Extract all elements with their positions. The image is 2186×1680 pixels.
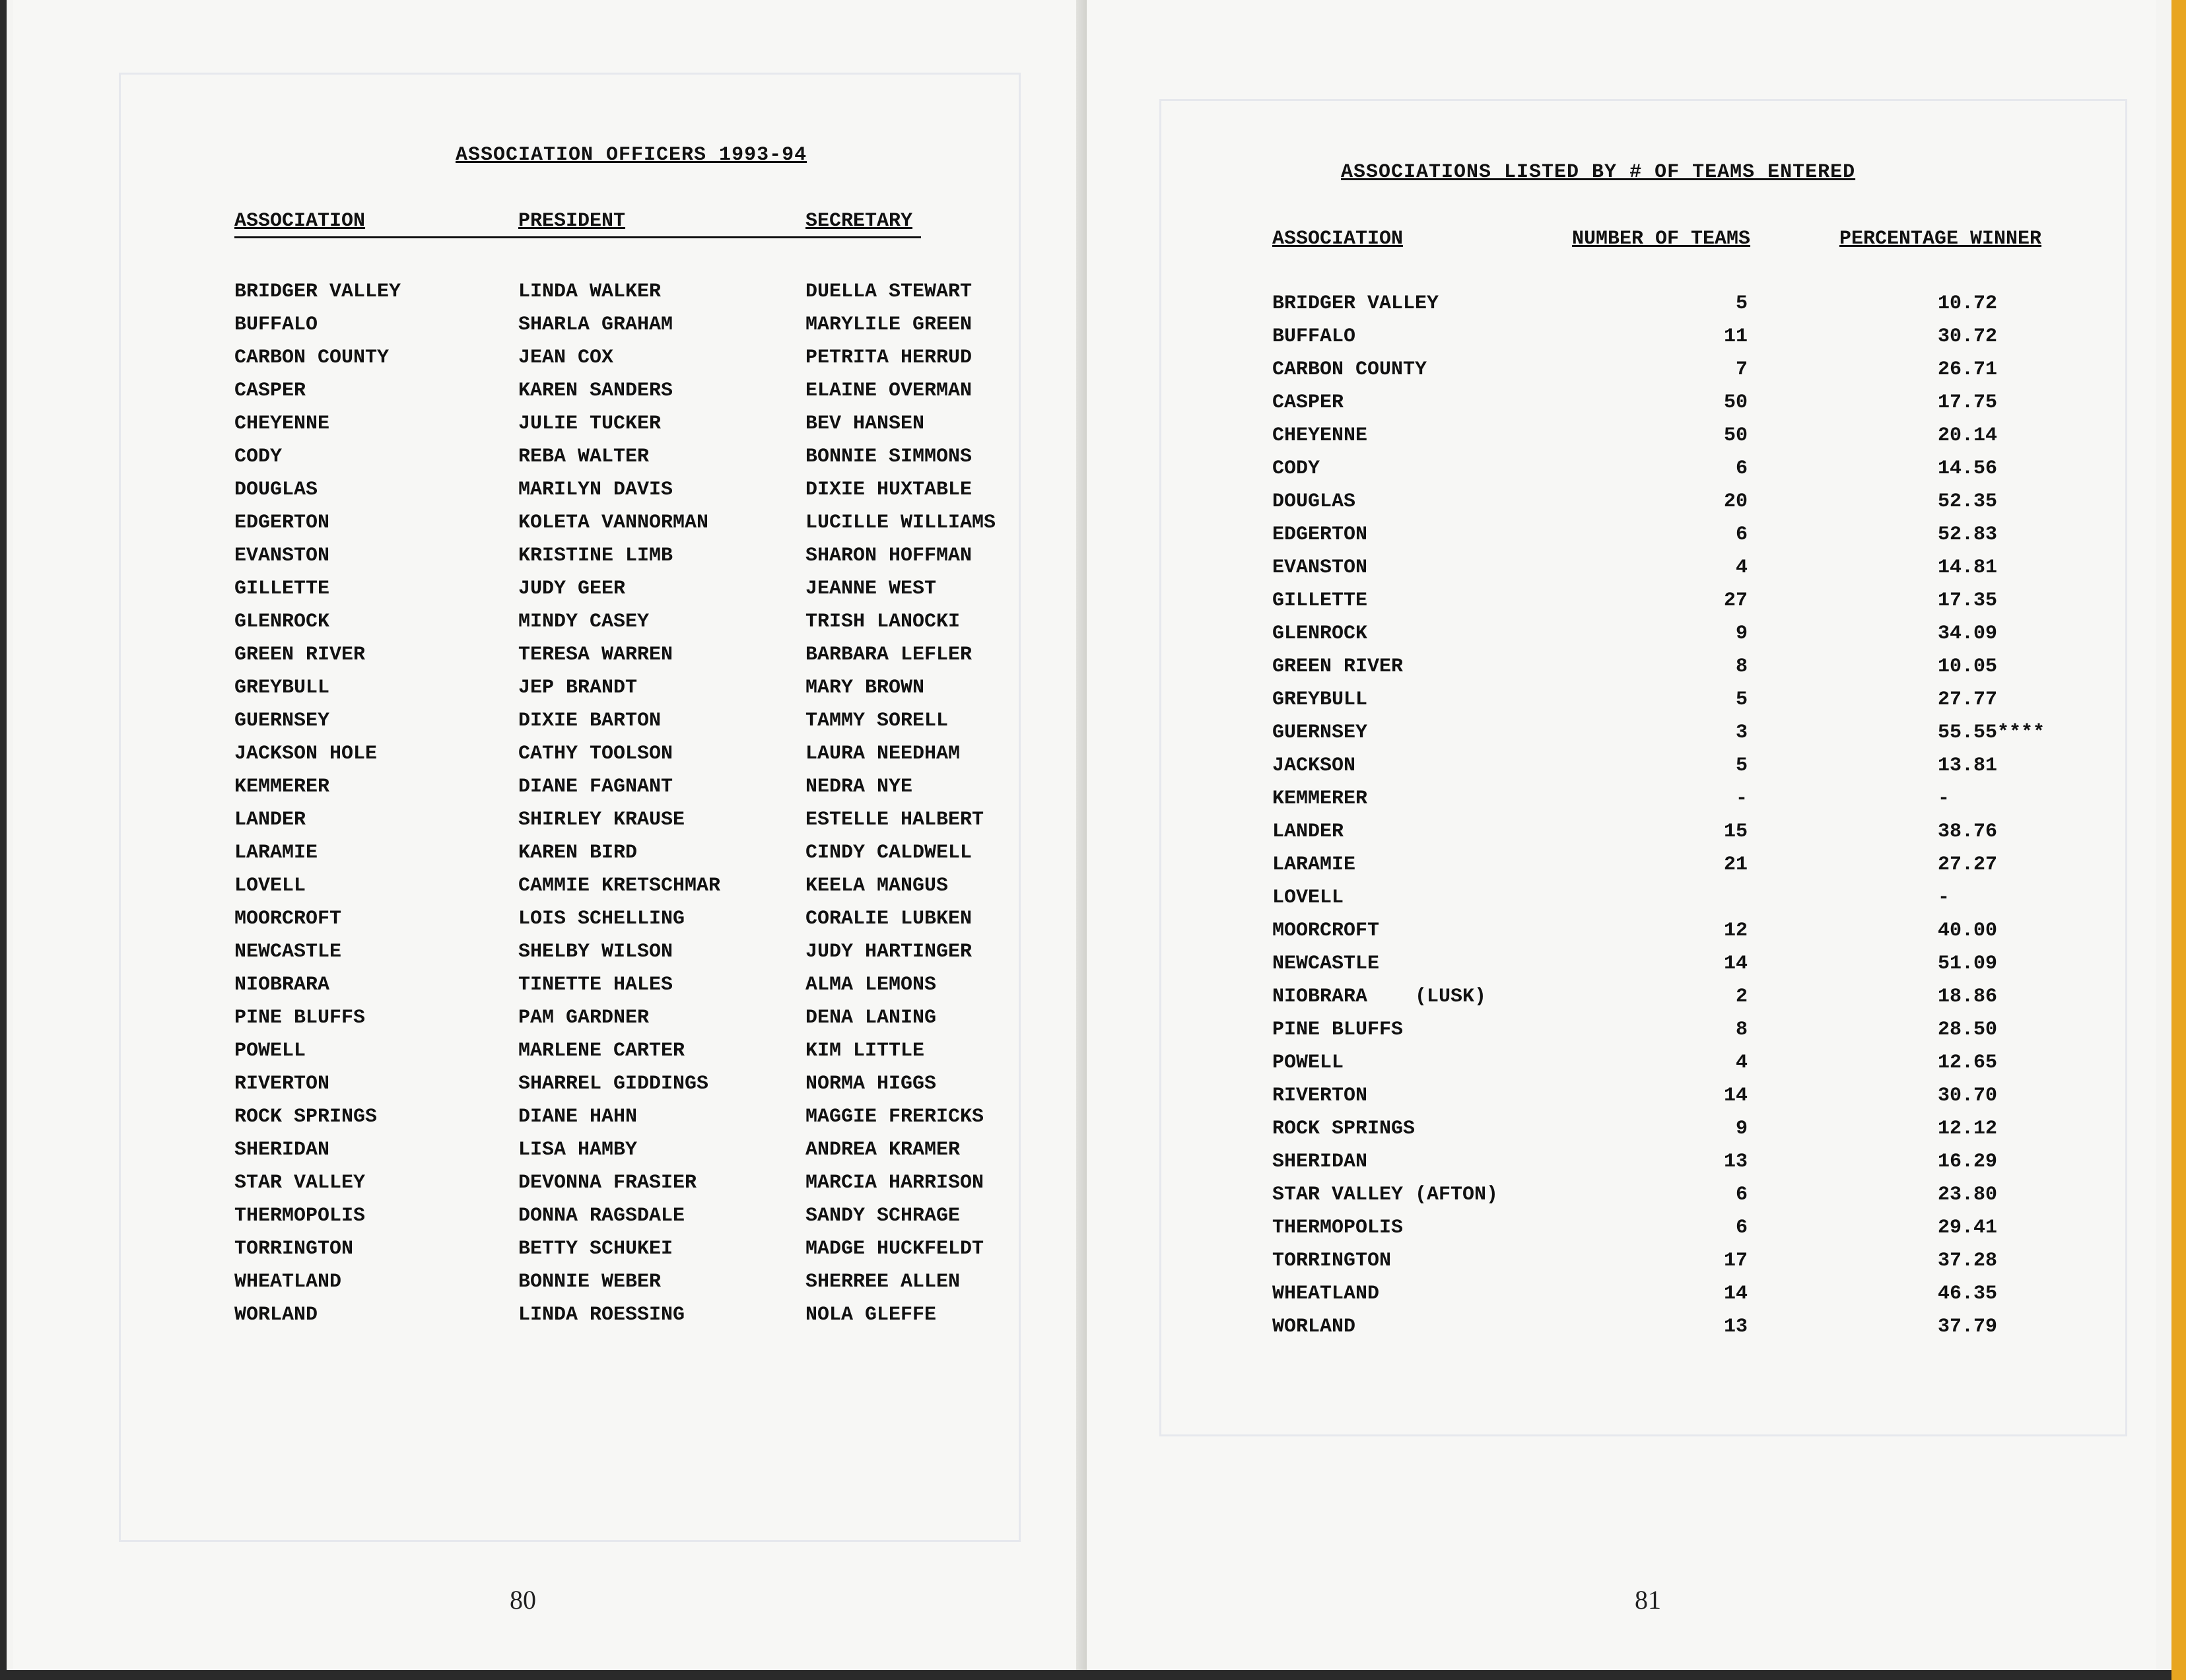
table-row (234, 407, 1027, 440)
col-header-president: PRESIDENT (518, 210, 626, 232)
row-team-count: 8 (1735, 1019, 1748, 1041)
row-association: LOVELL (234, 875, 306, 897)
table-row (1272, 320, 2131, 353)
row-percentage: 23.80 (1938, 1184, 1998, 1206)
row-percentage: 30.70 (1938, 1085, 1998, 1107)
row-secretary: CINDY CALDWELL (805, 842, 973, 864)
row-secretary: SHARON HOFFMAN (805, 545, 973, 567)
table-row (1272, 1211, 2131, 1244)
table-row (234, 704, 1027, 737)
row-association: KEMMERER (1272, 788, 1368, 810)
row-association: JACKSON (1272, 755, 1356, 777)
row-secretary: NEDRA NYE (805, 776, 913, 798)
table-row (1272, 287, 2131, 320)
row-secretary: LUCILLE WILLIAMS (805, 512, 996, 534)
row-team-count: 2 (1735, 986, 1748, 1008)
col-header-number-of-teams: NUMBER OF TEAMS (1572, 228, 1751, 250)
row-secretary: PETRITA HERRUD (805, 347, 973, 369)
table-row (1272, 650, 2131, 683)
row-association: EDGERTON (234, 512, 330, 534)
row-secretary: BEV HANSEN (805, 413, 925, 435)
row-association: GLENROCK (1272, 622, 1368, 645)
col-header-association: ASSOCIATION (1272, 228, 1404, 250)
teams-title: ASSOCIATIONS LISTED BY # OF TEAMS ENTERED (1341, 161, 1856, 184)
table-row (234, 968, 1027, 1001)
row-percentage: 37.79 (1938, 1316, 1998, 1338)
row-association: RIVERTON (1272, 1085, 1368, 1107)
table-row (234, 1034, 1027, 1067)
row-secretary: TAMMY SORELL (805, 710, 949, 732)
row-president: KAREN BIRD (518, 842, 638, 864)
row-association: NEWCASTLE (1272, 953, 1380, 975)
row-secretary: ELAINE OVERMAN (805, 380, 973, 402)
row-association: GREEN RIVER (1272, 655, 1404, 678)
row-association: CHEYENNE (234, 413, 330, 435)
row-team-count: 3 (1735, 722, 1748, 744)
row-team-count: 4 (1735, 556, 1748, 579)
row-percentage: 38.76 (1938, 821, 1998, 843)
row-secretary: MARCIA HARRISON (805, 1172, 984, 1194)
book-spread (7, 0, 2179, 1670)
row-association: NEWCASTLE (234, 941, 342, 963)
row-association: POWELL (1272, 1052, 1344, 1074)
table-row (1272, 1046, 2131, 1079)
table-row (1272, 980, 2131, 1013)
table-row (234, 836, 1027, 869)
table-row (234, 1133, 1027, 1166)
row-secretary: MAGGIE FRERICKS (805, 1106, 984, 1128)
row-team-count: 17 (1723, 1250, 1748, 1272)
row-secretary: ESTELLE HALBERT (805, 809, 984, 831)
row-team-count: 20 (1723, 490, 1748, 513)
row-percentage: 16.29 (1938, 1151, 1998, 1173)
row-team-count: 8 (1735, 655, 1748, 678)
row-president: JEP BRANDT (518, 677, 638, 699)
row-president: BETTY SCHUKEI (518, 1238, 673, 1260)
table-row (234, 1100, 1027, 1133)
row-president: DIANE FAGNANT (518, 776, 673, 798)
row-association: MOORCROFT (234, 908, 342, 930)
table-row (234, 605, 1027, 638)
row-association: GLENROCK (234, 611, 330, 633)
table-row (1272, 1013, 2131, 1046)
row-president: TINETTE HALES (518, 974, 673, 996)
row-team-count: 5 (1735, 689, 1748, 711)
table-row (234, 1067, 1027, 1100)
table-row (234, 803, 1027, 836)
row-team-count: 14 (1723, 953, 1748, 975)
row-percentage: 30.72 (1938, 325, 1998, 348)
row-president: KRISTINE LIMB (518, 545, 673, 567)
page-number: 80 (510, 1585, 536, 1615)
table-row (1272, 947, 2131, 980)
row-percentage: 46.35 (1938, 1283, 1998, 1305)
row-association: LARAMIE (234, 842, 318, 864)
table-row (234, 1199, 1027, 1232)
table-row (234, 341, 1027, 374)
table-row (1272, 1145, 2131, 1178)
col-header-percentage-winner: PERCENTAGE WINNER (1839, 228, 2042, 250)
table-row (1272, 485, 2131, 518)
table-row (1272, 452, 2131, 485)
row-association: TORRINGTON (234, 1238, 354, 1260)
row-secretary: DIXIE HUXTABLE (805, 479, 973, 501)
row-team-count: 7 (1735, 358, 1748, 381)
row-team-count: 50 (1723, 391, 1748, 414)
table-row (234, 275, 1027, 308)
row-association: NIOBRARA (LUSK) (1272, 986, 1487, 1008)
row-secretary: MARY BROWN (805, 677, 925, 699)
row-president: DEVONNA FRASIER (518, 1172, 697, 1194)
table-row (1272, 848, 2131, 881)
row-team-count: 6 (1735, 1184, 1748, 1206)
table-row (234, 440, 1027, 473)
row-association: RIVERTON (234, 1073, 330, 1095)
row-percentage: 14.56 (1938, 457, 1998, 480)
row-association: MOORCROFT (1272, 920, 1380, 942)
table-row (234, 374, 1027, 407)
row-president: DONNA RAGSDALE (518, 1205, 685, 1227)
table-row (234, 770, 1027, 803)
row-secretary: LAURA NEEDHAM (805, 743, 961, 765)
row-president: DIANE HAHN (518, 1106, 638, 1128)
row-president: SHIRLEY KRAUSE (518, 809, 685, 831)
row-percentage: 12.12 (1938, 1118, 1998, 1140)
col-header-secretary: SECRETARY (805, 210, 913, 232)
row-team-count: 4 (1735, 1052, 1748, 1074)
row-team-count: 6 (1735, 523, 1748, 546)
row-association: ROCK SPRINGS (234, 1106, 378, 1128)
row-association: LOVELL (1272, 887, 1344, 909)
row-secretary: DUELLA STEWART (805, 281, 973, 303)
table-row (234, 539, 1027, 572)
row-association: STAR VALLEY (234, 1172, 366, 1194)
row-association: CODY (234, 446, 283, 468)
row-secretary: MARYLILE GREEN (805, 314, 973, 336)
row-percentage: 27.27 (1938, 854, 1998, 876)
row-association: CARBON COUNTY (234, 347, 390, 369)
table-row (1272, 749, 2131, 782)
row-secretary: SHERREE ALLEN (805, 1271, 961, 1293)
left-page (13, 0, 1087, 1670)
row-association: GREEN RIVER (234, 644, 366, 666)
row-team-count: 6 (1735, 1217, 1748, 1239)
table-row (234, 1001, 1027, 1034)
row-secretary: ALMA LEMONS (805, 974, 937, 996)
row-association: CARBON COUNTY (1272, 358, 1427, 381)
row-secretary: JUDY HARTINGER (805, 941, 973, 963)
row-association: EVANSTON (1272, 556, 1368, 579)
table-row (1272, 419, 2131, 452)
row-percentage: 40.00 (1938, 920, 1998, 942)
table-row (1272, 1178, 2131, 1211)
row-secretary: MADGE HUCKFELDT (805, 1238, 984, 1260)
row-association: LANDER (1272, 821, 1344, 843)
row-percentage: 52.35 (1938, 490, 1998, 513)
row-secretary: DENA LANING (805, 1007, 937, 1029)
row-president: LISA HAMBY (518, 1139, 638, 1161)
row-president: TERESA WARREN (518, 644, 673, 666)
table-row (1272, 1112, 2131, 1145)
row-president: KAREN SANDERS (518, 380, 673, 402)
row-percentage: 55.55**** (1938, 722, 2045, 744)
row-percentage: 37.28 (1938, 1250, 1998, 1272)
row-team-count: 5 (1735, 292, 1748, 315)
row-secretary: KIM LITTLE (805, 1040, 925, 1062)
row-team-count: 9 (1735, 622, 1748, 645)
table-row (234, 1166, 1027, 1199)
row-president: KOLETA VANNORMAN (518, 512, 709, 534)
row-percentage: - (1938, 788, 1950, 810)
row-association: ROCK SPRINGS (1272, 1118, 1416, 1140)
row-president: PAM GARDNER (518, 1007, 650, 1029)
row-president: MARLENE CARTER (518, 1040, 685, 1062)
row-association: THERMOPOLIS (234, 1205, 366, 1227)
row-secretary: KEELA MANGUS (805, 875, 949, 897)
row-team-count: 6 (1735, 457, 1748, 480)
row-president: CATHY TOOLSON (518, 743, 673, 765)
row-association: JACKSON HOLE (234, 743, 378, 765)
table-row (234, 737, 1027, 770)
row-president: CAMMIE KRETSCHMAR (518, 875, 721, 897)
row-association: LARAMIE (1272, 854, 1356, 876)
row-percentage: 34.09 (1938, 622, 1998, 645)
officers-title: ASSOCIATION OFFICERS 1993-94 (456, 144, 807, 166)
row-president: REBA WALTER (518, 446, 650, 468)
row-association: PINE BLUFFS (234, 1007, 366, 1029)
row-team-count: 14 (1723, 1283, 1748, 1305)
row-association: THERMOPOLIS (1272, 1217, 1404, 1239)
row-secretary: TRISH LANOCKI (805, 611, 961, 633)
row-association: STAR VALLEY (AFTON) (1272, 1184, 1499, 1206)
row-team-count: 27 (1723, 589, 1748, 612)
row-association: GILLETTE (1272, 589, 1368, 612)
teams-table (1272, 287, 2131, 1343)
row-president: SHARLA GRAHAM (518, 314, 673, 336)
row-association: DOUGLAS (234, 479, 318, 501)
row-association: GUERNSEY (1272, 722, 1368, 744)
table-row (234, 671, 1027, 704)
row-percentage: 18.86 (1938, 986, 1998, 1008)
row-association: WORLAND (234, 1304, 318, 1326)
header-rule (234, 236, 921, 238)
row-secretary: SANDY SCHRAGE (805, 1205, 961, 1227)
row-percentage: 52.83 (1938, 523, 1998, 546)
row-percentage: 12.65 (1938, 1052, 1998, 1074)
row-percentage: 17.35 (1938, 589, 1998, 612)
col-header-association: ASSOCIATION (234, 210, 366, 232)
row-association: WHEATLAND (234, 1271, 342, 1293)
row-association: WHEATLAND (1272, 1283, 1380, 1305)
table-row (234, 506, 1027, 539)
table-row (1272, 914, 2131, 947)
table-row (1272, 1244, 2131, 1277)
table-row (1272, 386, 2131, 419)
row-team-count: - (1735, 788, 1748, 810)
row-president: MARILYN DAVIS (518, 479, 673, 501)
table-row (1272, 683, 2131, 716)
row-association: EDGERTON (1272, 523, 1368, 546)
row-team-count: 11 (1723, 325, 1748, 348)
row-president: SHELBY WILSON (518, 941, 673, 963)
page-edge (2171, 0, 2186, 1680)
row-president: BONNIE WEBER (518, 1271, 662, 1293)
row-percentage: 26.71 (1938, 358, 1998, 381)
row-secretary: BARBARA LEFLER (805, 644, 973, 666)
row-association: LANDER (234, 809, 306, 831)
row-president: JEAN COX (518, 347, 614, 369)
table-row (234, 473, 1027, 506)
table-row (234, 869, 1027, 902)
row-percentage: 27.77 (1938, 689, 1998, 711)
row-secretary: BONNIE SIMMONS (805, 446, 973, 468)
row-team-count: 13 (1723, 1316, 1748, 1338)
row-president: JUDY GEER (518, 578, 626, 600)
row-team-count: 5 (1735, 755, 1748, 777)
row-association: TORRINGTON (1272, 1250, 1392, 1272)
row-percentage: - (1938, 887, 1950, 909)
row-president: LOIS SCHELLING (518, 908, 685, 930)
row-secretary: ANDREA KRAMER (805, 1139, 961, 1161)
row-secretary: CORALIE LUBKEN (805, 908, 973, 930)
row-association: GREYBULL (1272, 689, 1368, 711)
row-association: CODY (1272, 457, 1320, 480)
row-association: SHERIDAN (1272, 1151, 1368, 1173)
row-president: LINDA ROESSING (518, 1304, 685, 1326)
table-row (1272, 881, 2131, 914)
row-percentage: 20.14 (1938, 424, 1998, 447)
row-team-count: 50 (1723, 424, 1748, 447)
row-association: GUERNSEY (234, 710, 330, 732)
table-row (1272, 353, 2131, 386)
table-row (1272, 1310, 2131, 1343)
row-association: BUFFALO (234, 314, 318, 336)
table-row (234, 902, 1027, 935)
table-row (234, 935, 1027, 968)
row-secretary: JEANNE WEST (805, 578, 937, 600)
row-president: JULIE TUCKER (518, 413, 662, 435)
table-row (234, 638, 1027, 671)
row-percentage: 13.81 (1938, 755, 1998, 777)
row-percentage: 10.05 (1938, 655, 1998, 678)
row-association: CASPER (234, 380, 306, 402)
row-association: KEMMERER (234, 776, 330, 798)
row-team-count: 13 (1723, 1151, 1748, 1173)
table-row (1272, 1277, 2131, 1310)
table-row (1272, 815, 2131, 848)
table-row (1272, 782, 2131, 815)
row-secretary: NORMA HIGGS (805, 1073, 937, 1095)
row-team-count: 12 (1723, 920, 1748, 942)
row-percentage: 10.72 (1938, 292, 1998, 315)
row-percentage: 28.50 (1938, 1019, 1998, 1041)
row-association: BUFFALO (1272, 325, 1356, 348)
officers-table (234, 275, 1027, 1331)
table-row (234, 1298, 1027, 1331)
row-percentage: 14.81 (1938, 556, 1998, 579)
right-page (1087, 0, 2156, 1670)
row-president: DIXIE BARTON (518, 710, 662, 732)
table-row (234, 308, 1027, 341)
table-row (1272, 716, 2131, 749)
row-association: DOUGLAS (1272, 490, 1356, 513)
table-row (234, 1232, 1027, 1265)
row-percentage: 51.09 (1938, 953, 1998, 975)
row-percentage: 29.41 (1938, 1217, 1998, 1239)
table-row (1272, 1079, 2131, 1112)
row-association: WORLAND (1272, 1316, 1356, 1338)
row-association: NIOBRARA (234, 974, 330, 996)
row-association: SHERIDAN (234, 1139, 330, 1161)
row-team-count: 14 (1723, 1085, 1748, 1107)
table-row (234, 1265, 1027, 1298)
row-team-count: 9 (1735, 1118, 1748, 1140)
page-number: 81 (1635, 1585, 1661, 1615)
table-row (1272, 551, 2131, 584)
table-row (234, 572, 1027, 605)
row-secretary: NOLA GLEFFE (805, 1304, 937, 1326)
row-president: LINDA WALKER (518, 281, 662, 303)
row-association: GILLETTE (234, 578, 330, 600)
table-row (1272, 584, 2131, 617)
row-association: CHEYENNE (1272, 424, 1368, 447)
table-row (1272, 617, 2131, 650)
row-percentage: 17.75 (1938, 391, 1998, 414)
table-row (1272, 518, 2131, 551)
row-association: CASPER (1272, 391, 1344, 414)
row-association: POWELL (234, 1040, 306, 1062)
row-association: BRIDGER VALLEY (234, 281, 401, 303)
row-association: GREYBULL (234, 677, 330, 699)
row-president: SHARREL GIDDINGS (518, 1073, 709, 1095)
row-team-count: 21 (1723, 854, 1748, 876)
row-team-count: 15 (1723, 821, 1748, 843)
row-president: MINDY CASEY (518, 611, 650, 633)
row-association: EVANSTON (234, 545, 330, 567)
row-association: PINE BLUFFS (1272, 1019, 1404, 1041)
row-association: BRIDGER VALLEY (1272, 292, 1439, 315)
